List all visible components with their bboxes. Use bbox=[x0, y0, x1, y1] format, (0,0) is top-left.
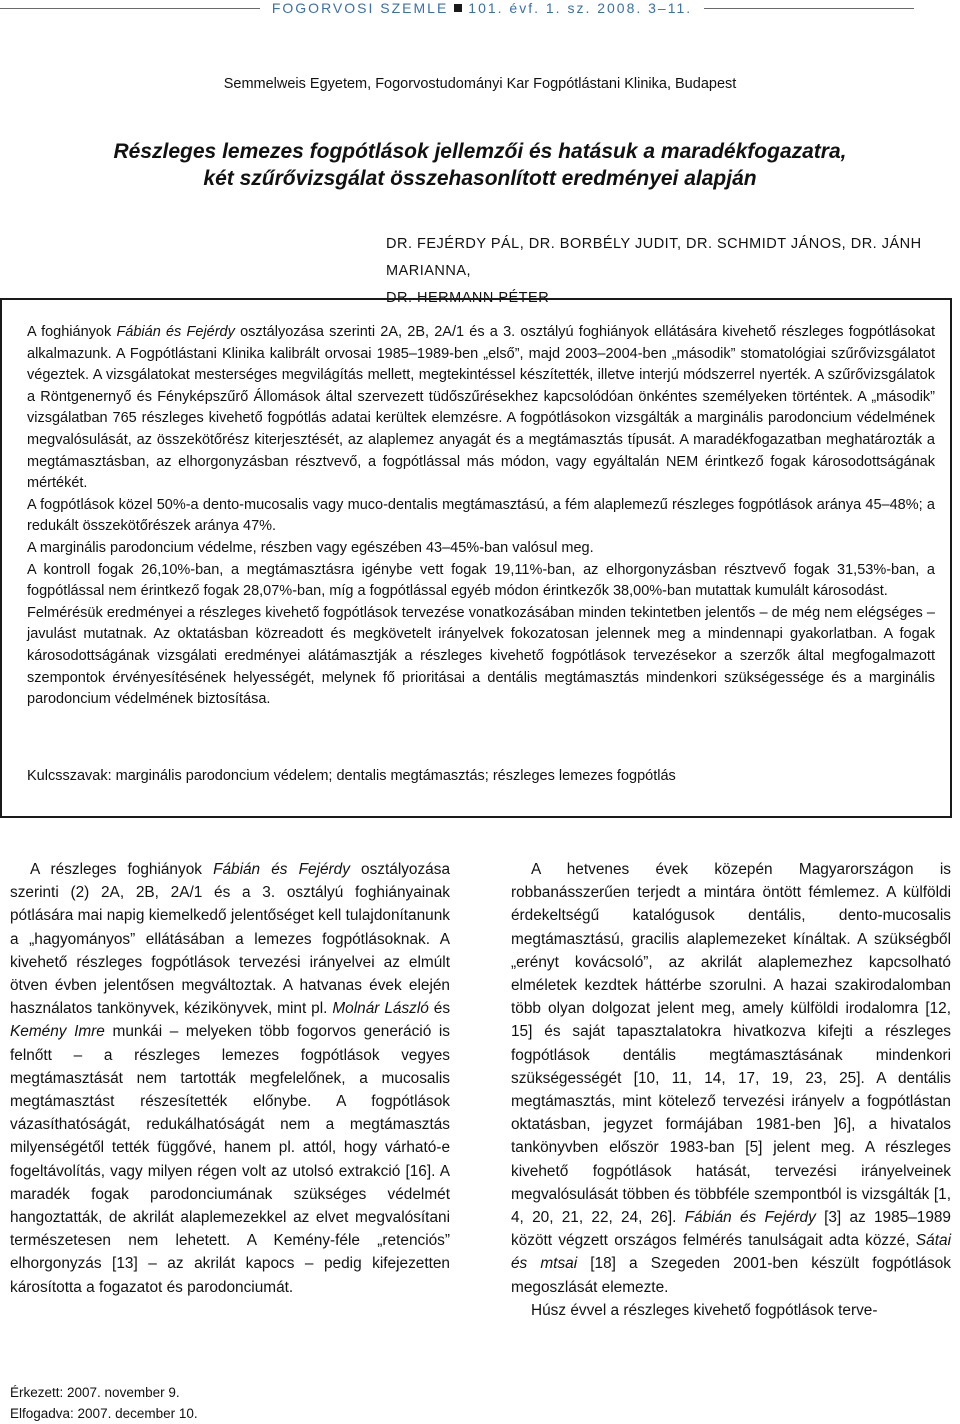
body-text: osztályozása szerinti (2) 2A, 2B, 2A/1 és a 3. osztályú foghiányainak pótlására mai napig kiemelkedő jelentőséget kell tulajdonítanunk a „hagyományos” ellátásában a lemezes fogpótlásoknak. A kivehető részleges fogpótlások tervezési irányelvei az elmúlt ötven évben jelentősen megváltoztak. A hatvanas évek elején használatos tankönyvek, kézikönyvek, mint pl. bbox=[10, 861, 451, 1018]
abstract bbox=[27, 322, 935, 711]
article-title bbox=[40, 138, 920, 192]
abstract-text: osztályozása szerinti 2A, 2B, 2A/1 és a 3. osztályú foghiányok ellátására kivehető részleges fogpótlásokat alkalmazunk. A Fogpótlástani Klinika kalibrált orvosai 1985–1989-ben „első”, majd 2003–2004-ben „második” stomatológiai szűrővizsgálatot végeztek. A vizsgálatokat mesterséges megvilágítás mellett, megtekintéssel készítették, illetve interjú módszerrel nyerték. A szűrővizsgálatok a Röntgenernyő és Fényképszűrő Állomások által szervezett tüdőszűrésekhez kapcsolódóan önkéntes személyeken történtek. A „második” vizsgálatban 765 részleges kivehető fogpótlás adatai kerültek elemzésre. A fogpótlásokon vizsgálták a marginális parodoncium védelmének megvalósulását, az összekötőrész kiterjesztését, az alaplemez anyagát és a megtámasztás típusát. A maradékfogazatban meghatározták a megtámasztásban, az elhorgonyzásban résztvevő, a fogpótlással más módon, vagy egyáltalán NEM érintkező fogak károsodottságának mértékét. bbox=[27, 324, 935, 492]
body-italic: Molnár László bbox=[332, 1000, 429, 1018]
body-text: [18] a Szegeden 2001-ben készült fogpótlások megoszlását elemezte. bbox=[511, 1255, 951, 1296]
body-text: munkái – melyeken több fogorvos generáció is felnőtt – a részleges lemezes fogpótlások vegyes megtámasztását nem tartották megfelelőnek, a mucosalis megtámasztást részesítették előnybe. A fogpótlások vázasíthatóságát, redukálhatóságát nem a megtámasztás milyenségétől tették függővé, hanem pl. attól, hogy várható-e fogeltávolítás, vagy milyen régen volt az utolsó extrakció [16]. A maradék fogak parodonciumának szükséges védelmét hangoztatták, de akrilát alaplemezekkel az elvet megvalósítani természetesen nem lehetett. A Kemény-féle „retenciós” elhorgonyzás [13] – az akrilát kapocs – pedig kifejezetten károsította a fogazatot és parodonciumát. bbox=[10, 1023, 450, 1296]
body-italic: Fábián és Fejérdy bbox=[213, 861, 350, 878]
journal-name: FOGORVOSI SZEMLE bbox=[271, 0, 449, 16]
journal-issue: 101. évf. 1. sz. 2008. 3–11. bbox=[468, 0, 693, 16]
abstract-paragraph-5: Felmérésük eredményei a részleges kivehető fogpótlások tervezése vonatkozásában minden tekintetben jelentős – de még nem elégséges – javulást mutatnak. Az oktatásban közreadott és megkövetelt irányelvek fokozatosan jelennek meg a mindennapi gyakorlatban. A fogak károsodottságának vizsgálati eredményei alátámasztják a részleges kivehető fogpótlások tervezésekor a szerzők által megfogalmazott szempontok érvényesítésének helyességét, melynek fő prioritásai a dentális megtámasztás mindenkori szükségessége és a marginális parodoncium védelmének biztosítása. bbox=[27, 604, 935, 708]
received-date: Érkezett: 2007. november 9. bbox=[10, 1385, 180, 1400]
abstract-italic: Fábián és Fejérdy bbox=[116, 324, 235, 340]
header-rule-right bbox=[704, 8, 914, 9]
body-text: A részleges foghiányok bbox=[30, 861, 214, 878]
abstract-paragraph-2: A fogpótlások közel 50%-a dento-mucosalis vagy muco-dentalis megtámasztású, a fém alaplemezű részleges fogpótlások aránya 45–48%; a redukált összekötőrészek aránya 47%. bbox=[27, 496, 935, 535]
affiliation: Semmelweis Egyetem, Fogorvostudományi Kar Fogpótlástani Klinika, Budapest bbox=[223, 76, 737, 92]
body-text: A hetvenes évek közepén Magyarországon is robbanásszerűen terjedt a mintára öntött fémlemez. A külföldi érdekeltségű katalógusok dentális, dento-mucosalis megtámasztású, gracilis alaplemezeket kínáltak. A szükségből „erényt kovácsoló”, az akrilát alaplemezhez kapcsolható elméletek kezdtek háttérbe szorulni. A hazai szakirodalomban több olyan dolgozat jelent meg, amely külföldi irodalomra [12, 15] és saját tapasztalatokra hivatkozva kifejti a részleges fogpótlások dentális megtámasztásának mindenkori szükségességét [10, 11, 14, 17, 19, 23, 25]. A dentális megtámasztás, mint kötelező tervezési irányelv a fogpótlástan oktatásban, jegyzet formájában 1981-ben ]6], a hivatalos tankönyvben először 1983-ban [5] jelent meg. A részleges kivehető fogpótlások hatását, tervezési irányelveinek megvalósulását többen és többféle szempontból is vizsgálták [1, 4, 20, 21, 22, 24, 26]. bbox=[511, 861, 951, 1227]
body-text: és bbox=[428, 1000, 451, 1018]
body-italic: Fábián és Fejérdy bbox=[684, 1209, 816, 1227]
body-column-right bbox=[511, 858, 951, 1322]
abstract-paragraph-3: A marginális parodoncium védelme, részben vagy egészében 43–45%-ban valósul meg. bbox=[27, 539, 594, 556]
authors-line-2: DR. HERMANN PÉTER bbox=[386, 290, 550, 306]
body-italic: Kemény Imre bbox=[10, 1023, 105, 1041]
accepted-date: Elfogadva: 2007. december 10. bbox=[10, 1406, 198, 1421]
body-paragraph bbox=[511, 858, 951, 1299]
body-column-left bbox=[10, 858, 450, 1299]
journal-header bbox=[262, 0, 702, 16]
abstract-paragraph-4: A kontroll fogak 26,10%-ban, a megtámasztásra igénybe vett fogak 19,11%-ban, az elhorgonyzásban résztvevő fogak 31,53%-ban, a fogpótlással nem érintkező fogak 28,07%-ban, míg a fogpótlással egyéb módon érintkezők 38,00%-ban mutattak kumulált károsodást. bbox=[27, 561, 935, 600]
title-line-1: Részleges lemezes fogpótlások jellemzői és hatásuk a maradékfogazatra, bbox=[113, 140, 847, 163]
received-dates bbox=[10, 1382, 198, 1424]
body-paragraph: Húsz évvel a részleges kivehető fogpótlások terve- bbox=[531, 1301, 878, 1319]
title-line-2: két szűrővizsgálat összehasonlított eredményei alapján bbox=[203, 167, 757, 190]
keywords: Kulcsszavak: marginális parodoncium védelem; dentalis megtámasztás; részleges lemezes fogpótlás bbox=[27, 768, 676, 784]
abstract-text: A foghiányok bbox=[27, 324, 117, 340]
body-italic: Sátai és mtsai bbox=[511, 1232, 951, 1273]
authors-line-1: DR. FEJÉRDY PÁL, DR. BORBÉLY JUDIT, DR. SCHMIDT JÁNOS, DR. JÁNH MARIANNA, bbox=[386, 236, 922, 279]
body-text: [3] az 1985–1989 között végzett országos felmérés tanulságait adta közzé, bbox=[511, 1209, 951, 1250]
abstract-paragraph-1 bbox=[27, 322, 935, 495]
header-rule-left bbox=[0, 8, 260, 9]
square-bullet-icon bbox=[454, 4, 462, 12]
body-paragraph bbox=[10, 858, 450, 1299]
